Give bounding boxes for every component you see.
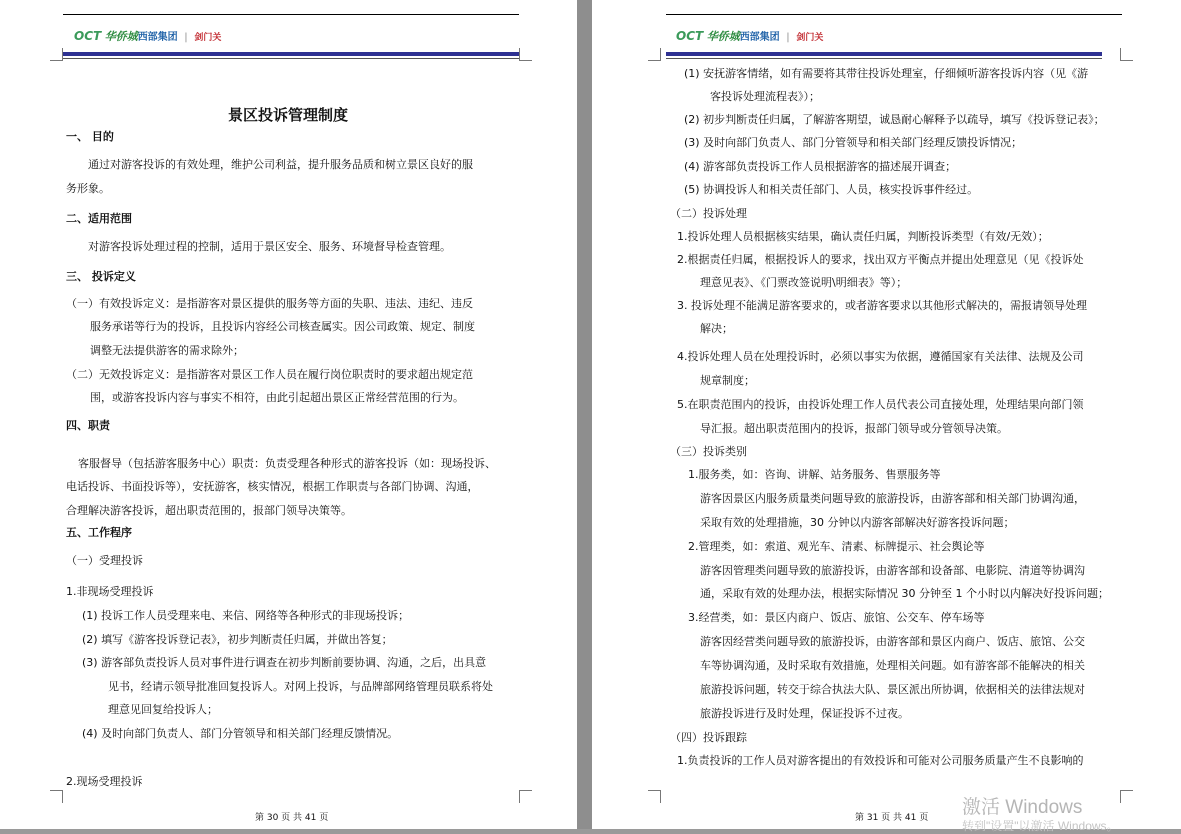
header-top-rule — [63, 14, 519, 15]
paragraph-line: 理意见表》、《门票改签说明\明细表》等）； — [700, 276, 908, 289]
section-heading: 三、 投诉定义 — [66, 270, 136, 283]
paragraph-line: 2.根据责任归属，根据投诉人的要求，找出双方平衡点并提出处理意见（见《投诉处 — [677, 253, 1084, 266]
list-item: (5) 协调投诉人和相关责任部门、人员，核实投诉事件经过。 — [684, 183, 979, 196]
paragraph-line: 围，或游客投诉内容与事实不相符，由此引起超出景区正常经营范围的行为。 — [90, 391, 464, 404]
header-blue-bar — [63, 52, 519, 56]
subsection-heading: （四）投诉跟踪 — [670, 731, 747, 744]
margin-corner-mark — [1120, 48, 1133, 61]
paragraph-line: （二）无效投诉定义：是指游客对景区工作人员在履行岗位职责时的要求超出规定范 — [66, 368, 473, 381]
paragraph-line: 务形象。 — [66, 182, 110, 195]
section-heading: 五、工作程序 — [66, 526, 132, 539]
paragraph-line: 游客因管理类问题导致的旅游投诉，由游客部和设备部、电影院、清道等协调沟 — [700, 564, 1085, 577]
margin-corner-mark — [1120, 790, 1133, 803]
list-item: (1) 投诉工作人员受理来电、来信、网络等各种形式的非现场投诉； — [82, 609, 410, 622]
margin-corner-mark — [50, 790, 63, 803]
paragraph-line: 通过对游客投诉的有效处理，维护公司利益，提升服务品质和树立景区良好的服 — [88, 158, 473, 171]
paragraph-line: 游客因景区内服务质量类问题导致的旅游投诉，由游客部和相关部门协调沟通， — [700, 492, 1085, 505]
paragraph-line: 导汇报。超出职责范围内的投诉，报部门领导或分管领导决策。 — [700, 422, 1008, 435]
paragraph-line: 服务承诺等行为的投诉，且投诉内容经公司核查属实。因公司政策、规定、制度 — [90, 320, 475, 333]
paragraph-line: 3. 投诉处理不能满足游客要求的，或者游客要求以其他形式解决的，需报请领导处理 — [677, 299, 1087, 312]
header-thin-rule — [666, 58, 1102, 59]
paragraph-line: 调整无法提供游客的需求除外； — [90, 344, 244, 357]
paragraph-line: 5.在职责范围内的投诉，由投诉处理工作人员代表公司直接处理，处理结果向部门领 — [677, 398, 1084, 411]
list-item: (3) 游客部负责投诉人员对事件进行调查在初步判断前要协调、沟通，之后，出具意 — [82, 656, 487, 669]
paragraph-line: 对游客投诉处理过程的控制，适用于景区安全、服务、环境督导检查管理。 — [88, 240, 451, 253]
margin-corner-mark — [648, 48, 661, 61]
paragraph-line: 3.经营类，如：景区内商户、饭店、旅馆、公交车、停车场等 — [688, 611, 985, 624]
paragraph-line: 2.管理类，如：索道、观光车、清素、标牌提示、社会舆论等 — [688, 540, 985, 553]
section-heading: 四、职责 — [66, 419, 110, 432]
section-heading: 一、 目的 — [66, 130, 114, 143]
margin-corner-mark — [519, 48, 532, 61]
list-item: (4) 及时向部门负责人、部门分管领导和相关部门经理反馈情况。 — [82, 727, 399, 740]
paragraph-line: 4.投诉处理人员在处理投诉时，必须以事实为依据，遵循国家有关法律、法规及公司 — [677, 350, 1084, 363]
list-item: 理意见回复给投诉人； — [108, 703, 218, 716]
paragraph-line: 电话投诉、书面投诉等），安抚游客，核实情况，根据工作职责与各部门协调、沟通， — [66, 480, 479, 493]
paragraph-line: 1.负责投诉的工作人员对游客提出的有效投诉和可能对公司服务质量产生不良影响的 — [677, 754, 1084, 767]
subsection-heading: （一）受理投诉 — [66, 554, 143, 567]
section-heading: 二、适用范围 — [66, 212, 132, 225]
header-top-rule — [666, 14, 1122, 15]
paragraph-line: 规章制度； — [700, 374, 755, 387]
paragraph-line: 旅游投诉问题，转交于综合执法大队、景区派出所协调，依据相关的法律法规对 — [700, 683, 1085, 696]
subsection-heading: （三）投诉类别 — [670, 445, 747, 458]
paragraph-line: 1.服务类，如：咨询、讲解、站务服务、售票服务等 — [688, 468, 941, 481]
list-item: (4) 游客部负责投诉工作人员根据游客的描述展开调查； — [684, 160, 957, 173]
margin-corner-mark — [648, 790, 661, 803]
paragraph-line: 车等协调沟通，及时采取有效措施，处理相关问题。如有游客部不能解决的相关 — [700, 659, 1085, 672]
paragraph-line: （一）有效投诉定义：是指游客对景区提供的服务等方面的失职、违法、违纪、违反 — [66, 297, 473, 310]
paragraph-line: 游客因经营类问题导致的旅游投诉，由游客部和景区内商户、饭店、旅馆、公交 — [700, 635, 1085, 648]
company-logo: OCT 华侨城西部集团 | 剑门关 — [676, 29, 824, 43]
document-page-31 — [592, 0, 1181, 829]
list-item: (2) 填写《游客投诉登记表》，初步判断责任归属，并做出答复； — [82, 633, 393, 646]
document-page-30 — [0, 0, 577, 829]
paragraph-line: 1.非现场受理投诉 — [66, 585, 154, 598]
paragraph-line: 客服督导（包括游客服务中心）职责：负责受理各种形式的游客投诉（如：现场投诉、 — [78, 457, 496, 470]
page-number-footer: 第 30 页 共 41 页 — [255, 813, 329, 823]
page-number-footer: 第 31 页 共 41 页 — [855, 813, 929, 823]
paragraph-line: 旅游投诉进行及时处理，保证投诉不过夜。 — [700, 707, 909, 720]
margin-corner-mark — [50, 48, 63, 61]
margin-corner-mark — [519, 790, 532, 803]
paragraph-line: 2.现场受理投诉 — [66, 775, 143, 788]
windows-activation-subtext: 转到"设置"以激活 Windows。 — [962, 819, 1119, 833]
page-gap — [577, 0, 592, 829]
paragraph-line: 1.投诉处理人员根据核实结果，确认责任归属，判断投诉类型（有效/无效）； — [677, 230, 1049, 243]
windows-activation-watermark: 激活 Windows — [962, 797, 1083, 818]
document-title: 景区投诉管理制度 — [228, 106, 349, 124]
paragraph-line: 合理解决游客投诉，超出职责范围的，报部门领导决策等。 — [66, 504, 352, 517]
company-logo: OCT 华侨城西部集团 | 剑门关 — [74, 29, 222, 43]
list-item: (1) 安抚游客情绪，如有需要将其带往投诉处理室，仔细倾听游客投诉内容（见《游 — [684, 67, 1089, 80]
subsection-heading: （二）投诉处理 — [670, 207, 747, 220]
paragraph-line: 通，采取有效的处理办法，根据实际情况 30 分钟至 1 个小时以内解决好投诉问题； — [700, 587, 1109, 600]
list-item: 见书，经请示领导批准回复投诉人。对网上投诉，与品牌部网络管理员联系将处 — [108, 680, 493, 693]
paragraph-line: 解决； — [700, 322, 733, 335]
header-blue-bar — [666, 52, 1102, 56]
paragraph-line: 采取有效的处理措施，30 分钟以内游客部解决好游客投诉问题； — [700, 516, 1015, 529]
list-item: (3) 及时向部门负责人、部门分管领导和相关部门经理反馈投诉情况； — [684, 136, 1023, 149]
list-item: (2) 初步判断责任归属，了解游客期望，诚恳耐心解释予以疏导，填写《投诉登记表》； — [684, 113, 1105, 126]
list-item: 客投诉处理流程表》）； — [710, 90, 820, 103]
header-thin-rule — [63, 58, 519, 59]
